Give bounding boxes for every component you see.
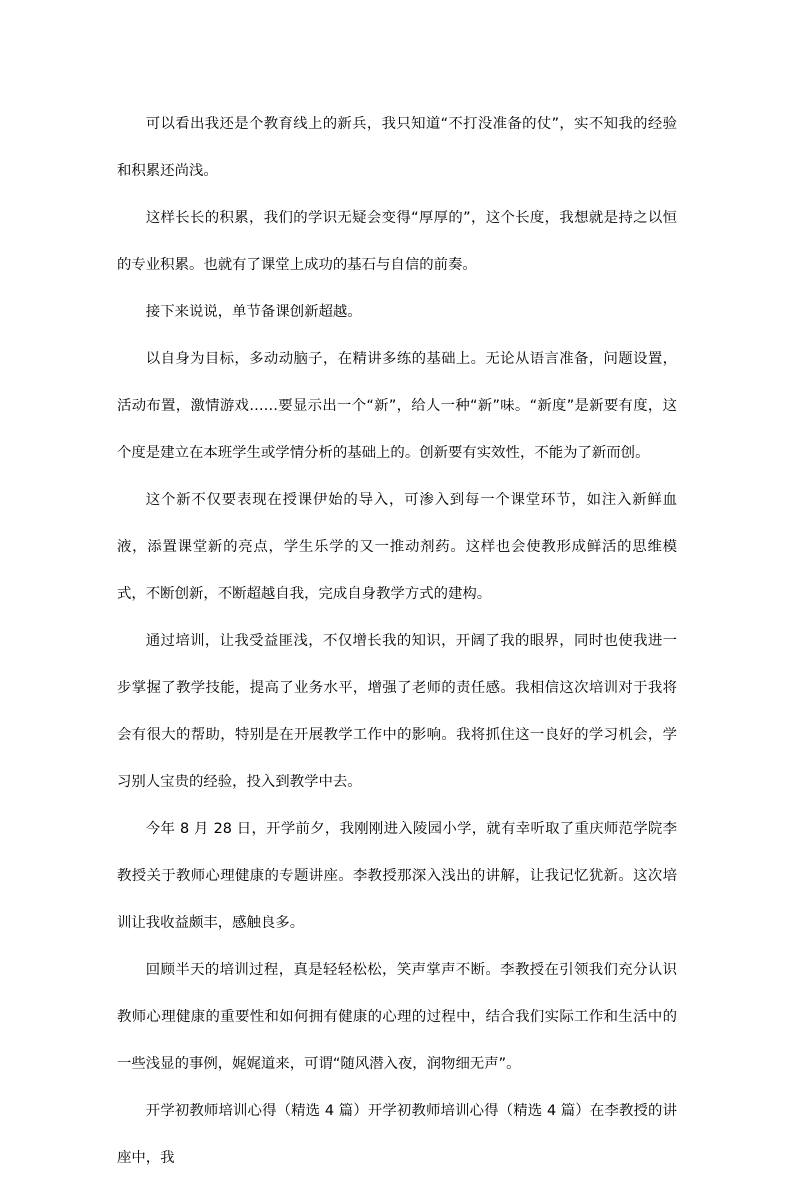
paragraph: 开学初教师培训心得（精选 4 篇）开学初教师培训心得（精选 4 篇）在李教授的讲座中，我: [117, 1103, 677, 1166]
paragraph: 可以看出我还是个教育线上的新兵，我只知道“不打没准备的仗”，实不知我的经验和积累还尚浅。: [117, 116, 677, 179]
paragraph: 通过培训，让我受益匪浅，不仅增长我的知识，开阔了我的眼界，同时也使我进一步掌握了教学技能，提高了业务水平，增强了老师的责任感。我相信这次培训对于我将会有很大的帮助，特别是在开展教学工作中的影响。我将抓住这一良好的学习机会，学习别人宝贵的经验，投入到教学中去。: [117, 633, 677, 790]
paragraph: 以自身为目标，多动动脑子，在精讲多练的基础上。无论从语言准备，问题设置，活动布置，激情游戏……要显示出一个“新”，给人一种“新”味。“新度”是新要有度，这个度是建立在本班学生或学情分析的基础上的。创新要有实效性，不能为了新而创。: [117, 351, 678, 461]
paragraph: 这个新不仅要表现在授课伊始的导入，可渗入到每一个课堂环节，如注入新鲜血液，添置课堂新的亮点，学生乐学的又一推动剂药。这样也会使教形成鲜活的思维模式，不断创新，不断超越自我，完成自身教学方式的建构。: [117, 492, 677, 602]
paragraph: 今年 8 月 28 日，开学前夕，我刚刚进入陵园小学，就有幸听取了重庆师范学院李教授关于教师心理健康的专题讲座。李教授那深入浅出的讲解，让我记忆犹新。这次培训让我收益颇丰，感触良多。: [117, 821, 677, 931]
paragraph: 接下来说说，单节备课创新超越。: [145, 304, 362, 320]
paragraph: 这样长长的积累，我们的学识无疑会变得“厚厚的”，这个长度，我想就是持之以恒的专业积累。也就有了课堂上成功的基石与自信的前奏。: [117, 210, 677, 273]
document-body: [117, 101, 677, 1182]
paragraph: 回顾半天的培训过程，真是轻轻松松，笑声掌声不断。李教授在引领我们充分认识教师心理健康的重要性和如何拥有健康的心理的过程中，结合我们实际工作和生活中的一些浅显的事例，娓娓道来，可谓“随风潜入夜，润物细无声”。: [117, 962, 677, 1072]
